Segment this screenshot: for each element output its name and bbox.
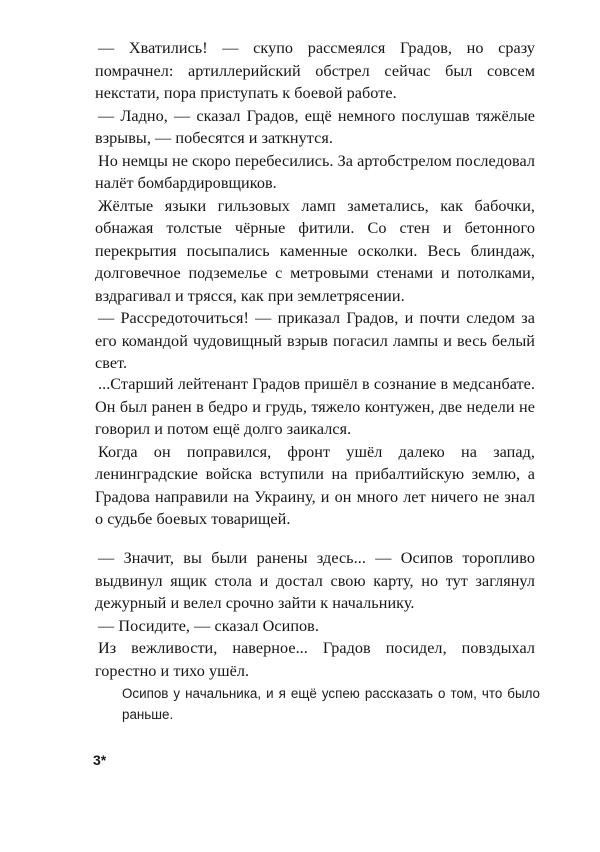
paragraph: — Хватились! — скупо рассмеялся Градов, но сразу помрачнел: артиллерийский обстрел сейчас был совсем некстати, пора приступать к боевой работе. bbox=[95, 39, 535, 102]
paragraph: — Посидите, — сказал Осипов. bbox=[98, 616, 319, 635]
paragraph: — Значит, вы были ранены здесь... — Осипов торопливо выдвинул ящик стола и достал свою карту, но тут заглянул дежурный и велел срочно зайти к начальнику. bbox=[95, 549, 535, 612]
paragraph: Когда он поправился, фронт ушёл далеко на запад, ленинградские войска вступили на прибалтийскую землю, а Градова направили на Украину, и он много лет ничего не знал о судьбе боевых товарищей. bbox=[95, 442, 535, 528]
paragraph: ...Старший лейтенант Градов пришёл в сознание в медсанбате. Он был ранен в бедро и грудь, тяжело контужен, две недели не говорил и потом ещё долго заикался. bbox=[95, 375, 535, 438]
text-section-3 bbox=[95, 547, 535, 682]
paragraph: — Рассредоточиться! — приказал Градов, и почти следом за его командой чудовищный взрыв погасил лампы и весь белый свет. bbox=[95, 309, 535, 372]
paragraph: Из вежливости, наверное... Градов посидел, повздыхал горестно и тихо ушёл. bbox=[95, 639, 535, 680]
paragraph: — Ладно, — сказал Градов, ещё немного послушав тяжёлые взрывы, — побесятся и заткнутся. bbox=[95, 106, 535, 147]
page-number: 3* bbox=[93, 752, 107, 768]
author-note: Осипов у начальника, и я ещё успею рассказать о том, что было раньше. bbox=[122, 686, 540, 722]
text-section-2 bbox=[95, 373, 535, 531]
paragraph: Но немцы не скоро перебесились. За артобстрелом последовал налёт бомбардировщиков. bbox=[95, 151, 535, 192]
paragraph: Жёлтые языки гильзовых ламп заметались, как бабочки, обнажая толстые чёрные фитили. Со стен и бетонного перекрытия посыпались каменные осколки. Весь блиндаж, долговечное подземелье с метровыми стенами и потолками, вздрагивал и трясся, как при землетрясении. bbox=[95, 196, 535, 305]
text-section-1 bbox=[95, 37, 535, 375]
